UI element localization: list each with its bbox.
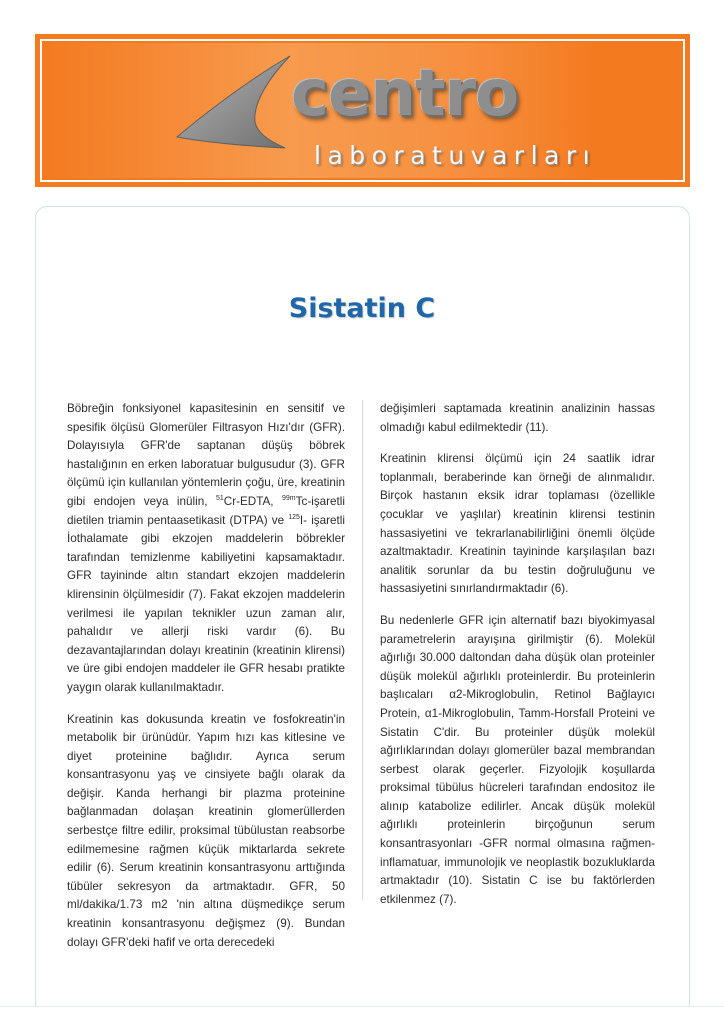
paragraph-alternatif: Bu nedenlerle GFR için alternatif bazı biyokimyasal parametrelerin arayışına girilmiştir (6). Molekül ağırlığı 30.000 daltondan daha düşük olan proteinler düşük molekül ağırlıklı proteinlerdir. Bu proteinlerin başlıcaları α2-Mikroglobulin, Retinol Bağlayıcı Protein, α1-Mikroglobulin, Tamm-Horsfall Proteini ve Sistatin C'dir. Bu proteinler düşük molekül ağırlıklarından dolayı glomerüler bazal membrandan serbest olarak geçerler. Fizyolojik koşullarda proksimal tübülus hücreleri tarafından endositoz ile alınıp katabolize edilirler. Ancak düşük molekül ağırlıklı proteinlerin birçoğunun serum konsantrasyonları -GFR normal olmasına rağmen- inflamatuar, immunolojik ve neoplastik bozukluklarda artmaktadır (10). Sistatin C ise bu faktörlerden etkilenmez (7). bbox=[380, 613, 655, 906]
paragraph-klirens: Kreatinin klirensi ölçümü için 24 saatlik idrar toplanmalı, beraberinde kan örneği de alınmalıdır. Birçok hastanın eksik idrar toplaması (özellikle çocuklar ve yaşlılar) kreatinin klirensi testinin hassasiyetini ve tekrarlanabilirliğini önemli ölçüde azaltmaktadır. Kreatinin tayininde karşılaşılan bazı analitik sorunlar da bu testin doğruluğunu ve hassasiyetini sınırlandırmaktadır (6). bbox=[380, 452, 655, 596]
page-title: Sistatin C bbox=[288, 293, 436, 324]
paragraph-continuation: değişimleri saptamada kreatinin analizinin hassas olmadığı kabul edilmektedir (11). bbox=[380, 402, 655, 434]
paragraph-gfr: Böbreğin fonksiyonel kapasitesinin en sensitif ve spesifik ölçüsü Glomerüler Filtrasyon Hızı'dır (GFR). Dolayısıyla GFR'de saptanan düşüş böbrek hastalığının en erken laboratuar bulgusudur (3). GFR ölçümü için kullanılan yöntemlerin çoğu, üre, kreatinin gibi endojen veya inülin, $^{51}$Cr-EDTA, $^{99m}$Tc-işaretli dietilen triamin pentaasetikasit (DTPA) ve $^{125}$I- işaretli İothalamate gibi ekzojen maddelerin böbrekler tarafından temizlenme kabiliyetini kapsamaktadır. GFR tayininde altın standart ekzojen maddelerin klirensinin ölçülmesidir (7). Fakat ekzojen maddelerin verilmesi ile yapılan teknikler uzun zaman alır, pahalıdır ve allerji riski vardır (6). Bu dezavantajlarından dolayı kreatinin (kreatinin klirensi) ve üre gibi endojen maddeler ile GFR hesabı pratikte yaygın olarak kullanılmaktadır. bbox=[67, 402, 345, 694]
page-footer-strip bbox=[0, 1006, 724, 1025]
logo-subtitle: laboratuvarları bbox=[314, 141, 597, 170]
header-banner bbox=[35, 34, 690, 187]
right-column bbox=[380, 400, 655, 922]
logo-wordmark: centro bbox=[291, 57, 519, 131]
left-column bbox=[67, 400, 345, 965]
column-divider bbox=[362, 400, 363, 900]
paragraph-kreatinin: Kreatinin kas dokusunda kreatin ve fosfokreatin'in metabolik bir ürünüdür. Yapım hızı kas kitlesine ve diyet proteinine bağlıdır. Ayrıca serum konsantrasyonu yaş ve cinsiyete bağlı olarak da değişir. Kanda herhangi bir plazma proteinine bağlanmadan dolaşan kreatinin glomerüllerden serbestçe filtre edilir, proksimal tübülustan reabsorbe edilmemesine rağmen küçük miktarlarda sekrete edilir (6). Serum kreatinin konsantrasyonu arttığında tübüler sekresyon da artmaktadır. GFR, 50 ml/dakika/1.73 m2 'nin altına düşmedikçe serum kreatinin konsantrasyonu değişmez (9). Bundan dolayı GFR'deki hafif ve orta derecedeki bbox=[67, 712, 345, 949]
